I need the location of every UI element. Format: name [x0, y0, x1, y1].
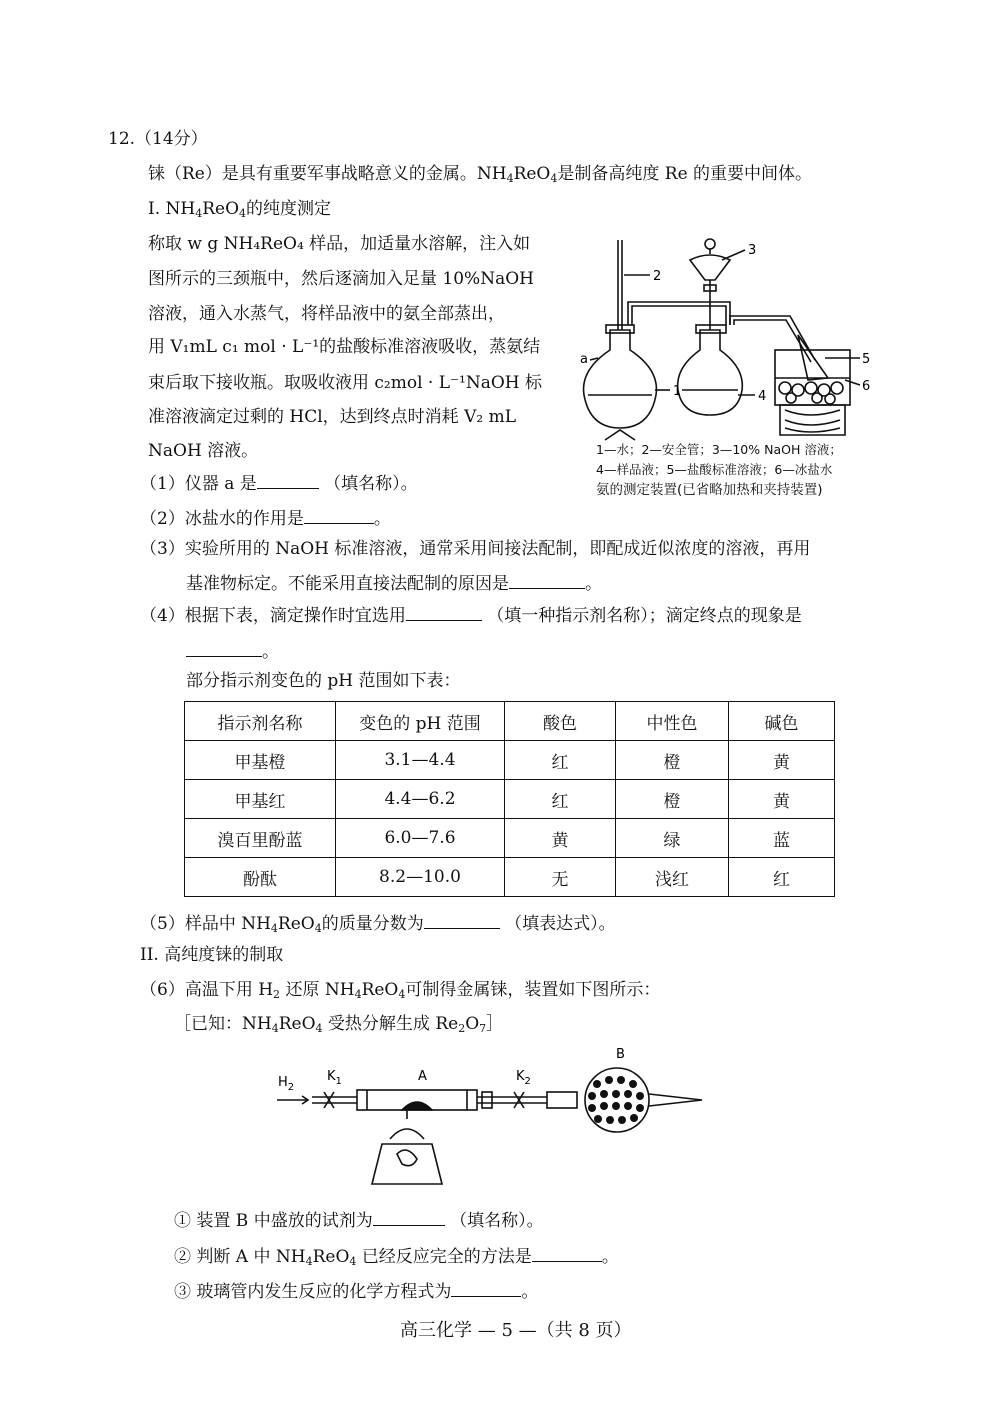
table-cell: 红	[505, 741, 616, 780]
table-cell: 4.4—6.2	[336, 780, 505, 819]
answer-blank[interactable]	[373, 1207, 445, 1226]
subquestion-2: ② 判断 A 中 $NH_4ReO_4$ 已经反应完全的方法是 。	[174, 1243, 619, 1268]
table-cell: 甲基橙	[185, 741, 336, 780]
table-row	[185, 858, 835, 897]
question-3-cont: 基准物标定。不能采用直接法配制的原因是 。	[186, 570, 602, 595]
table-cell: 浅红	[616, 858, 729, 897]
table-cell: 3.1—4.4	[336, 741, 505, 780]
answer-blank[interactable]	[304, 505, 374, 524]
question-intro: 铼（Re）是具有重要军事战略意义的金属。$NH_4ReO_4$是制备高纯度 Re 的重要中间体。	[148, 164, 813, 185]
answer-blank[interactable]	[532, 1243, 602, 1262]
question-5: （5）样品中 $NH_4ReO_4$的质量分数为 （填表达式）。	[140, 910, 616, 935]
table-cell: 6.0—7.6	[336, 819, 505, 858]
table-cell: 黄	[729, 741, 835, 780]
table-cell: 红	[729, 858, 835, 897]
part1-line: 称取 w g NH₄ReO₄ 样品，加适量水溶解，注入如	[148, 234, 531, 254]
answer-blank[interactable]	[186, 638, 262, 657]
figure1-caption-1: 1—水；2—安全管；3—10% NaOH 溶液；	[596, 442, 842, 457]
table-header: 碱色	[729, 702, 835, 741]
table-cell: 黄	[505, 819, 616, 858]
table-header: 酸色	[505, 702, 616, 741]
figure1-caption-3: 氨的测定装置(已省略加热和夹持装置)	[596, 482, 823, 498]
question-4-cont: 。	[186, 638, 279, 663]
table-row	[185, 780, 835, 819]
question-4: （4）根据下表，滴定操作时宜选用 （填一种指示剂名称）；滴定终点的现象是	[140, 602, 802, 627]
table-header: 中性色	[616, 702, 729, 741]
part1-line: 准溶液滴定过剩的 HCl，达到终点时消耗 V₂ mL	[148, 407, 516, 427]
table-cell: 酚酞	[185, 858, 336, 897]
answer-blank[interactable]	[424, 910, 500, 929]
label-k1: $K_1$	[327, 1069, 342, 1087]
part2-heading: II. 高纯度铼的制取	[140, 945, 284, 965]
question-number: 12.（14分）	[108, 129, 208, 149]
table-cell: 橙	[616, 741, 729, 780]
table-cell: 蓝	[729, 819, 835, 858]
label-1: 1	[673, 384, 682, 399]
ammonia-apparatus-diagram	[570, 230, 870, 445]
table-row	[185, 741, 835, 780]
indicator-table	[184, 701, 835, 897]
part1-line: NaOH 溶液。	[148, 441, 259, 461]
table-header: 指示剂名称	[185, 702, 336, 741]
answer-blank[interactable]	[406, 602, 482, 621]
answer-blank[interactable]	[257, 470, 319, 489]
label-6: 6	[862, 379, 870, 394]
label-k2: $K_2$	[516, 1069, 531, 1087]
page-footer: 高三化学 — 5 —（共 8 页）	[400, 1320, 632, 1341]
table-cell: 橙	[616, 780, 729, 819]
label-b-bulb: B	[616, 1047, 625, 1062]
part1-line: 束后取下接收瓶。取吸收液用 c₂mol · L⁻¹NaOH 标	[148, 373, 542, 393]
table-cell: 溴百里酚蓝	[185, 819, 336, 858]
table-cell: 无	[505, 858, 616, 897]
table-header-row	[185, 702, 835, 741]
table-cell: 黄	[729, 780, 835, 819]
question-1: （1）仪器 a 是 （填名称）。	[140, 470, 418, 495]
table-row	[185, 819, 835, 858]
question-2: （2）冰盐水的作用是 。	[140, 505, 391, 530]
table-intro: 部分指示剂变色的 pH 范围如下表：	[186, 671, 461, 691]
table-cell: 甲基红	[185, 780, 336, 819]
reduction-apparatus-diagram	[272, 1044, 712, 1194]
label-4: 4	[758, 389, 767, 404]
part1-line: 溶液，通入水蒸气，将样品液中的氨全部蒸出，	[148, 304, 505, 324]
subquestion-3: ③ 玻璃管内发生反应的化学方程式为 。	[174, 1278, 538, 1303]
table-cell: 8.2—10.0	[336, 858, 505, 897]
question-3: （3）实验所用的 NaOH 标准溶液，通常采用间接法配制，即配成近似浓度的溶液，再用	[140, 539, 811, 559]
label-5: 5	[862, 352, 870, 367]
part1-line: 图所示的三颈瓶中，然后逐滴加入足量 10%NaOH	[148, 269, 534, 289]
label-2: 2	[653, 269, 662, 284]
figure1-caption-2: 4—样品液；5—盐酸标准溶液；6—冰盐水	[596, 462, 833, 477]
table-cell: 绿	[616, 819, 729, 858]
part1-line: 用 V₁mL c₁ mol · L⁻¹的盐酸标准溶液吸收，蒸氨结	[148, 337, 541, 357]
known-note: ［已知：$NH_4ReO_4$ 受热分解生成 $Re_2O_7]$	[174, 1014, 504, 1035]
answer-blank[interactable]	[451, 1278, 521, 1297]
label-a-tube: A	[418, 1069, 427, 1084]
subquestion-1: ① 装置 B 中盛放的试剂为 （填名称）。	[174, 1207, 544, 1232]
table-header: 变色的 pH 范围	[336, 702, 505, 741]
table-cell: 红	[505, 780, 616, 819]
part1-heading: I. $NH_4ReO_4$的纯度测定	[148, 199, 332, 220]
question-6: （6）高温下用 $H_2$ 还原 $NH_4ReO_4$可制得金属铼，装置如下图所示：	[140, 980, 661, 1001]
label-h2: $H_2$	[278, 1075, 295, 1093]
label-a: a	[580, 352, 588, 367]
label-3: 3	[748, 243, 757, 258]
answer-blank[interactable]	[509, 570, 585, 589]
